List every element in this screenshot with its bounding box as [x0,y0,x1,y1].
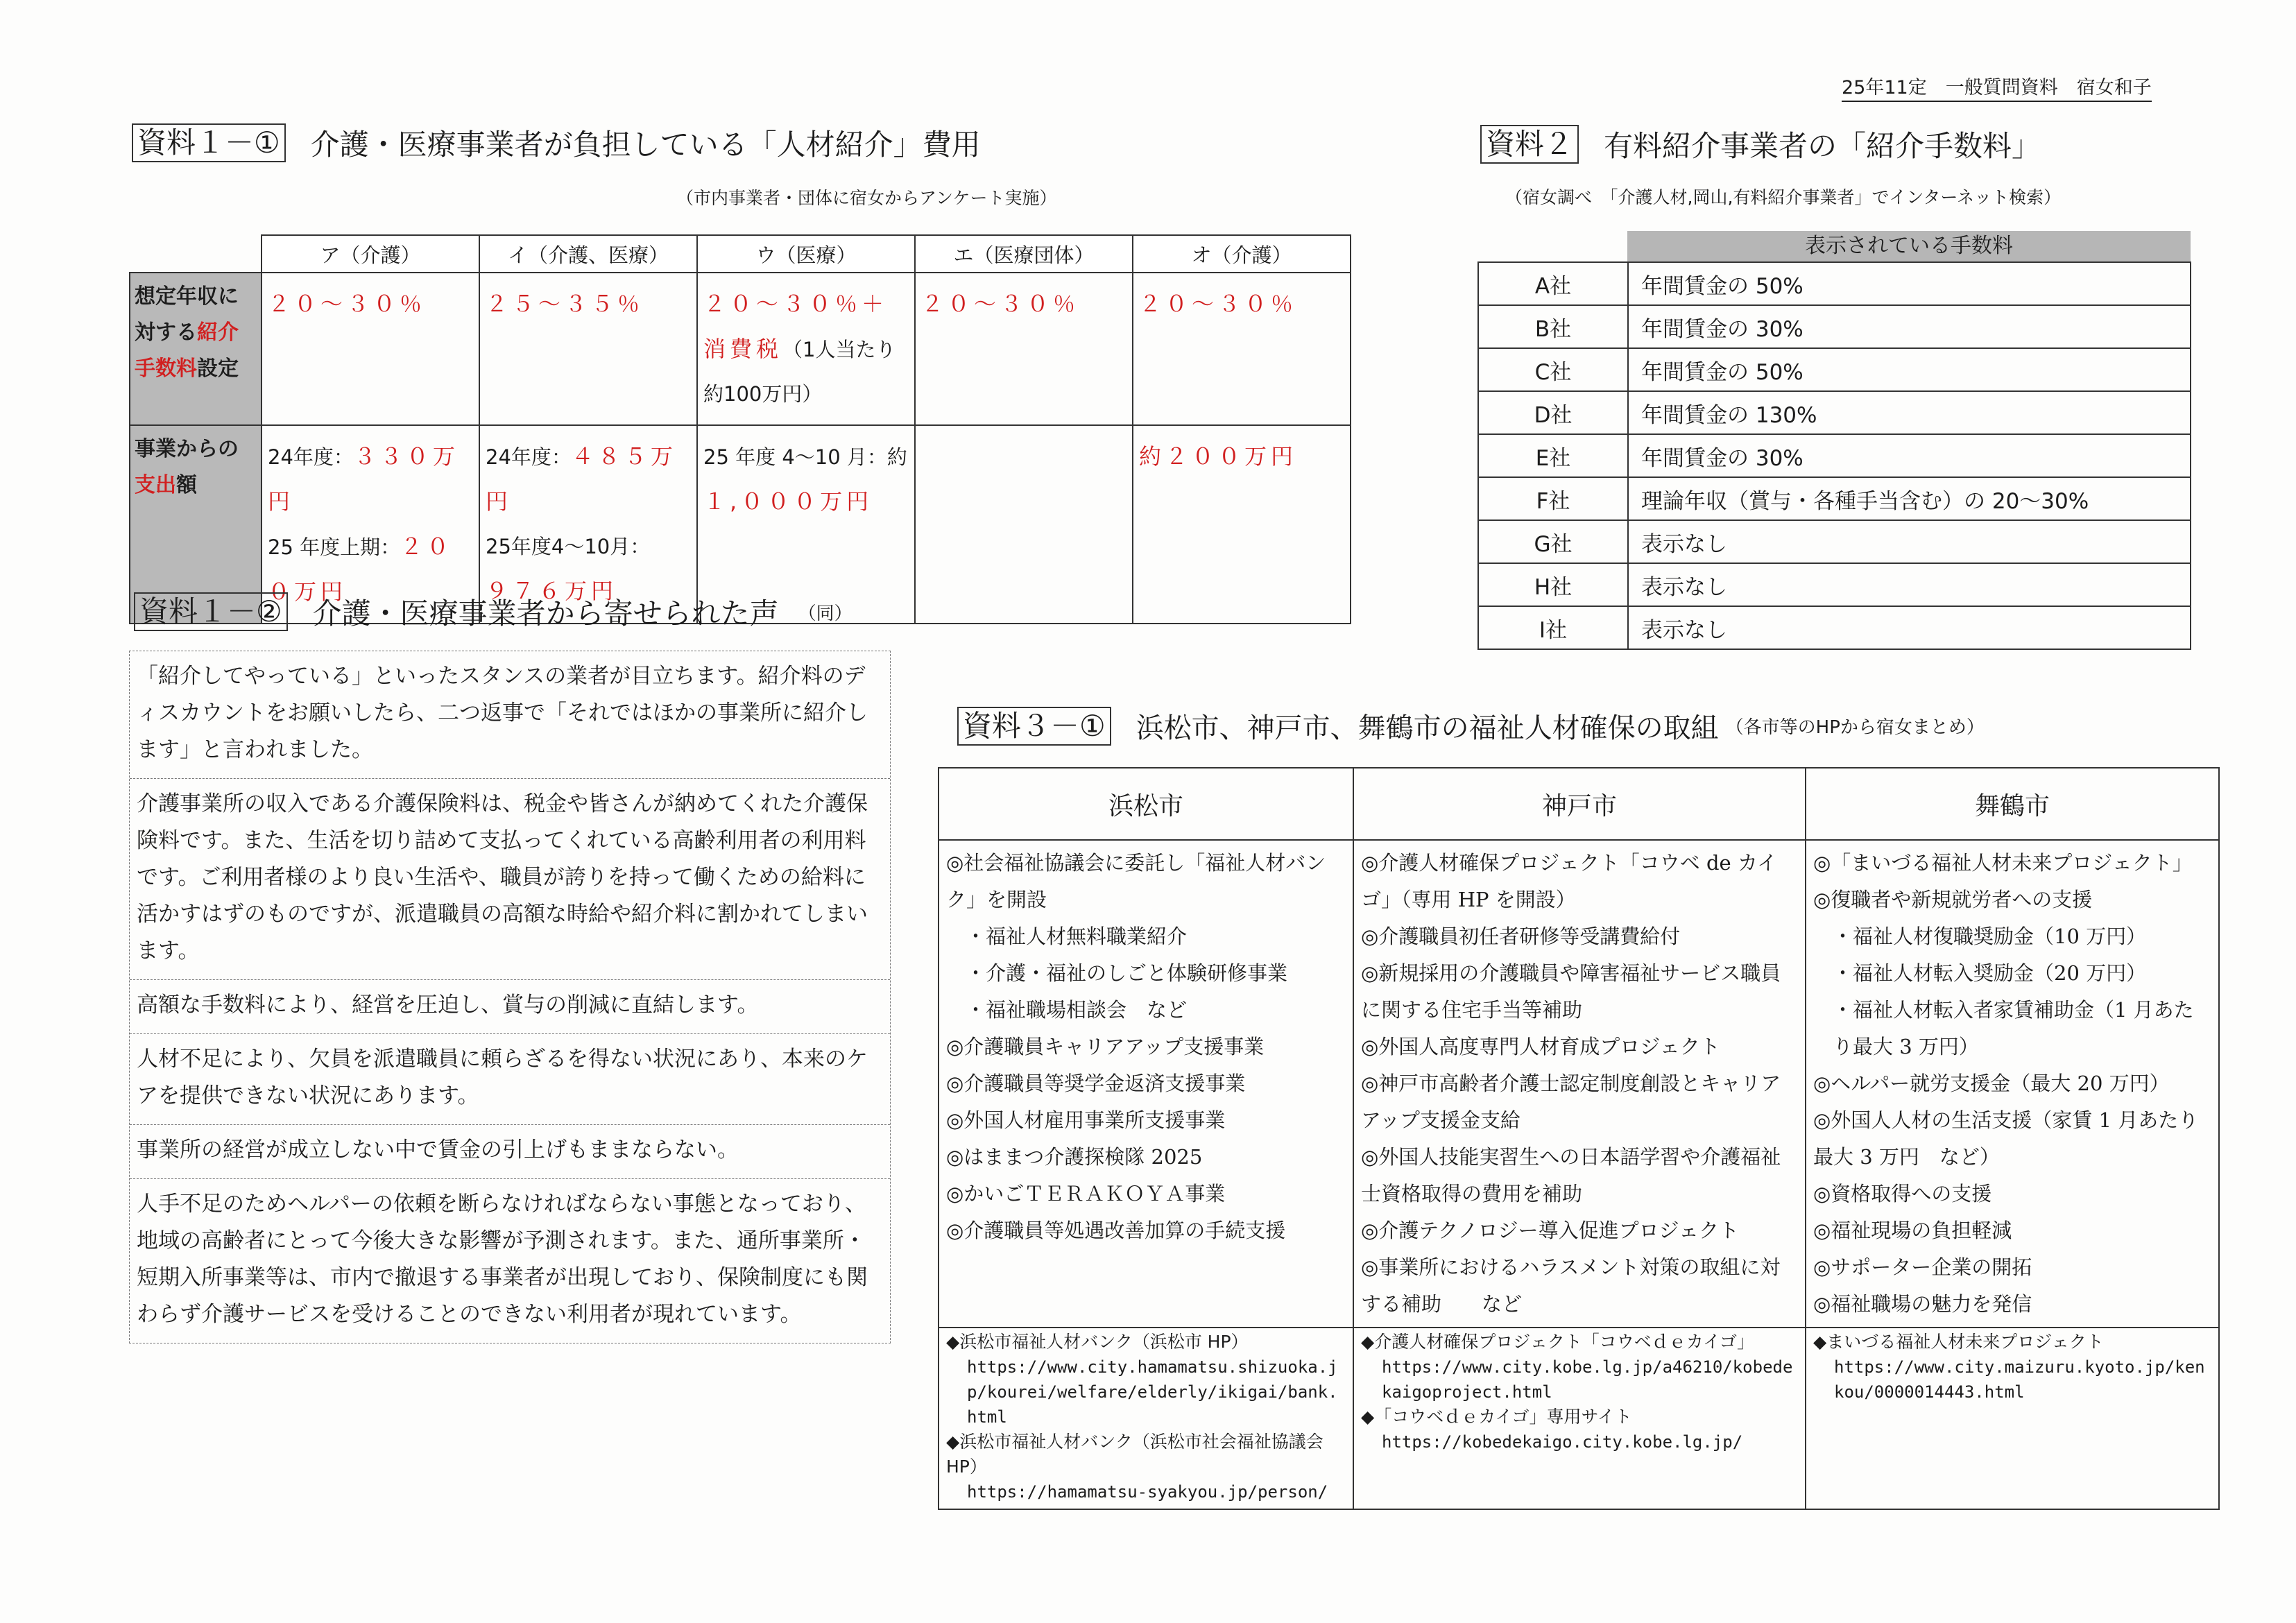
reference-url[interactable]: https://hamamatsu-syakyou.jp/person/ [967,1482,1328,1502]
table-row [1478,434,2191,477]
table-row [1478,563,2191,606]
initiatives-row [939,840,2219,1328]
company-name: I社 [1478,606,1628,649]
initiative-subitem: ・福祉人材転入者家賃補助金（1 月あたり最大 3 万円） [1833,998,2194,1058]
column-header: オ（介護） [1133,235,1351,273]
column-header: ウ（医療） [697,235,915,273]
table-row-fee-setting [130,273,1351,425]
section-badge: 資料１－① [132,123,286,162]
section-1-2-title [134,591,853,633]
section-1-1-note: （市内事業者・団体に宿女からアンケート実施） [676,188,1057,208]
section-badge: 資料３－① [957,707,1111,746]
company-fee: 理論年収（賞与・各種手当含む）の 20～30% [1628,477,2191,520]
initiative-item: ◎新規採用の介護職員や障害福祉サービス職員に関する住宅手当等補助 [1361,961,1781,1022]
fee-rate: ２５～３５％ [486,291,644,317]
company-fee: 年間賃金の 130% [1628,391,2191,434]
expense-amount: ２００万円 [268,533,454,605]
row-header-highlight: 紹介手数料 [135,320,239,381]
city-references [1353,1328,1806,1509]
table-row [1478,477,2191,520]
initiative-subitem: ・福祉人材復職奨励金（10 万円） [1833,925,2147,948]
section-2-title [1480,123,2041,165]
expense-label: 24年度： [486,445,572,469]
table-header-row [939,768,2219,840]
document-header-note: 25年11定 一般質問資料 宿女和子 [1842,72,2152,102]
table-row [1478,606,2191,649]
city-header: 舞鶴市 [1806,768,2219,840]
voice-item: 事業所の経営が成立しない中で賃金の引上げもままならない。 [130,1125,890,1179]
initiative-item: ◎サポーター企業の開拓 [1813,1255,2032,1279]
voice-item: 介護事業所の収入である介護保険料は、税金や皆さんが納めてくれた介護保険料です。また、生活を切り詰めて支払ってくれている高齢利用者の利用料です。ご利用者様のより良い生活や、職員が誇りを持って働くための給料に活かすはずのものですが、派遣職員の高額な時給や紹介料に割かれてしまいます。 [130,779,890,980]
table-row [1478,391,2191,434]
expense-label: 25 年度 4～10 月：約 [703,445,907,469]
city-header: 浜松市 [939,768,1353,840]
reference-title: ◆浜松市福祉人材バンク（浜松市 HP） [946,1332,1249,1352]
company-name: G社 [1478,520,1628,563]
initiative-item: ◎福祉職場の魅力を発信 [1813,1292,2032,1316]
initiative-item: ◎介護テクノロジー導入促進プロジェクト [1361,1219,1739,1242]
initiative-item: ◎介護職員等奨学金返済支援事業 [946,1072,1246,1095]
city-initiatives [939,840,1353,1328]
expense-amount: ３３０万円 [268,443,459,515]
section-heading: 介護・医療事業者が負担している「人材紹介」費用 [310,128,981,162]
company-fee: 年間賃金の 30% [1628,434,2191,477]
initiative-subitem: ・福祉人材転入奨励金（20 万円） [1833,961,2147,985]
fee-rate: ２０～３０％ [921,291,1080,317]
voice-item: 人手不足のためヘルパーの依頼を断らなければならない事態となっており、地域の高齢者にとって今後大きな影響が予測されます。また、通所事業所・短期入所事業等は、市内で撤退する事業者が出現しており、保険制度にも関わらず介護サービスを受けることのできない利用者が現れています。 [137,1192,868,1327]
company-fee: 表示なし [1628,520,2191,563]
table-cell [915,273,1133,425]
table-cell-empty [915,425,1133,624]
initiative-item: ◎「まいづる福祉人材未来プロジェクト」 [1813,851,2193,875]
initiative-subitem: ・福祉人材無料職業紹介 [966,925,1188,948]
fee-detail: （1人当たり約100万円） [703,338,896,406]
company-name: H社 [1478,563,1628,606]
city-header: 神戸市 [1353,768,1806,840]
table-header-row [130,235,1351,273]
row-header [130,273,262,425]
city-references [939,1328,1353,1509]
city-references [1806,1328,2219,1509]
section-heading: 浜松市、神戸市、舞鶴市の福祉人材確保の取組 [1136,712,1719,744]
table-row [1478,262,2191,305]
voice-item: 「紹介してやっている」といったスタンスの業者が目立ちます。紹介料のディスカウントをお願いしたら、二つ返事で「それではほかの事業所に紹介します」と言われました。 [130,651,890,779]
section-2-note: （宿女調べ 「介護人材,岡山,有料紹介事業者」でインターネット検索） [1505,187,2062,207]
section-note: （各市等のHPから宿女まとめ） [1725,717,1985,738]
expense-label: 25年度4～10月： [486,535,651,558]
expense-label: 24年度： [268,445,354,469]
city-initiatives [1353,840,1806,1328]
initiative-item: ◎ヘルパー就労支援金（最大 20 万円） [1813,1072,2170,1095]
initiative-item: ◎資格取得への支援 [1813,1182,1992,1205]
voices-box [129,651,891,1343]
section-3-1-title [957,706,1985,746]
company-fee: 表示なし [1628,606,2191,649]
referral-fee-table [1477,231,2191,650]
table-cell [262,273,479,425]
company-fee: 年間賃金の 50% [1628,262,2191,305]
city-initiatives [1806,840,2219,1328]
section-badge: 資料２ [1480,125,1579,164]
row-header-text: 設定 [197,357,239,381]
initiative-item: ◎事業所におけるハラスメント対策の取組に対する補助 など [1361,1255,1781,1316]
table-cell [1133,425,1351,624]
fee-rate: ２０～３０％＋消費税 [703,291,889,362]
company-name: A社 [1478,262,1628,305]
table-cell [479,273,697,425]
table-cell [697,273,915,425]
reference-title: ◆介護人材確保プロジェクト「コウベｄｅカイゴ」 [1361,1332,1754,1352]
referral-cost-table [129,234,1351,624]
initiative-item: ◎福祉現場の負担軽減 [1813,1219,2012,1242]
reference-title: ◆「コウベｄｅカイゴ」専用サイト [1361,1407,1632,1427]
initiative-item: ◎介護職員キャリアアップ支援事業 [946,1035,1265,1058]
expense-amount: １,０００万円 [703,488,873,515]
row-header-text: 額 [176,473,197,497]
initiative-item: ◎外国人高度専門人材育成プロジェクト [1361,1035,1720,1058]
reference-url[interactable]: https://www.city.maizuru.kyoto.jp/kenkou/0000014443.html [1834,1357,2205,1402]
column-header: イ（介護、医療） [479,235,697,273]
voice-item: 高額な手数料により、経営を圧迫し、賞与の削減に直結します。 [130,980,890,1034]
initiative-item: ◎神戸市高齢者介護士認定制度創設とキャリアアップ支援金支給 [1361,1072,1781,1132]
initiative-item: ◎外国人人材の生活支援（家賃 1 月あたり最大 3 万円 など） [1813,1108,2199,1169]
fee-column-header: 表示されている手数料 [1627,231,2191,261]
column-header: エ（医療団体） [915,235,1133,273]
section-badge: 資料１－② [134,592,288,631]
table-row [1478,520,2191,563]
header-blank [130,235,262,273]
expense-amount: ４８５万円 [486,443,677,515]
reference-url[interactable]: https://www.city.kobe.lg.jp/a46210/kobedekaigoproject.html [1382,1357,1793,1402]
initiative-item: ◎かいごＴＥＲＡＫＯＹＡ事業 [946,1182,1226,1205]
expense-label: 25 年度上期： [268,535,401,559]
reference-title: ◆浜松市福祉人材バンク（浜松市社会福祉協議会 HP） [946,1432,1323,1477]
initiative-item: ◎介護職員初任者研修等受講費給付 [1361,925,1681,948]
fee-rate: ２０～３０％ [1139,291,1298,317]
table-row [1478,348,2191,391]
company-name: B社 [1478,305,1628,348]
section-1-1-title [132,122,981,164]
initiative-item: ◎介護職員等処遇改善加算の手続支援 [946,1219,1286,1242]
company-fee: 年間賃金の 30% [1628,305,2191,348]
row-header-highlight: 支出 [135,473,176,497]
table-cell [1133,273,1351,425]
expense-amount: 約２００万円 [1139,443,1298,470]
references-row [939,1328,2219,1509]
initiative-item: ◎はままつ介護探検隊 2025 [946,1145,1203,1169]
initiative-item: ◎社会福祉協議会に委託し「福祉人材バンク」を開設 [946,851,1326,911]
initiative-item: ◎介護人材確保プロジェクト「コウベ de カイゴ」（専用 HP を開設） [1361,851,1778,911]
fee-rate: ２０～３０％ [268,291,427,317]
company-name: D社 [1478,391,1628,434]
section-heading: 有料紹介事業者の「紹介手数料」 [1604,129,2041,163]
initiative-item: ◎外国人技能実習生への日本語学習や介護福祉士資格取得の費用を補助 [1361,1145,1781,1205]
table-row [1478,305,2191,348]
section-note: （同） [798,603,853,624]
city-initiatives-table [938,767,2220,1510]
company-name: F社 [1478,477,1628,520]
reference-url[interactable]: https://kobedekaigo.city.kobe.lg.jp/ [1382,1432,1743,1452]
reference-url[interactable]: https://www.city.hamamatsu.shizuoka.jp/kourei/welfare/elderly/ikigai/bank.html [967,1357,1338,1427]
row-header-text: 事業からの [135,437,239,461]
company-fee: 年間賃金の 50% [1628,348,2191,391]
initiative-item: ◎外国人材雇用事業所支援事業 [946,1108,1226,1132]
company-name: E社 [1478,434,1628,477]
column-header: ア（介護） [262,235,479,273]
initiative-item: ◎復職者や新規就労者への支援 [1813,888,2093,911]
company-name: C社 [1478,348,1628,391]
reference-title: ◆まいづる福祉人材未来プロジェクト [1813,1332,2104,1352]
company-fee: 表示なし [1628,563,2191,606]
section-heading: 介護・医療事業者から寄せられた声 [312,596,779,630]
initiative-subitem: ・介護・福祉のしごと体験研修事業 [966,961,1288,985]
expense-amount: ９７６万円 [486,578,618,604]
voice-item: 人材不足により、欠員を派遣職員に頼らざるを得ない状況にあり、本来のケアを提供できない状況にあります。 [130,1034,890,1125]
initiative-subitem: ・福祉職場相談会 など [966,998,1188,1022]
fee-table-body [1477,261,2191,650]
row-header-text: 想定年収に対する [135,284,239,345]
